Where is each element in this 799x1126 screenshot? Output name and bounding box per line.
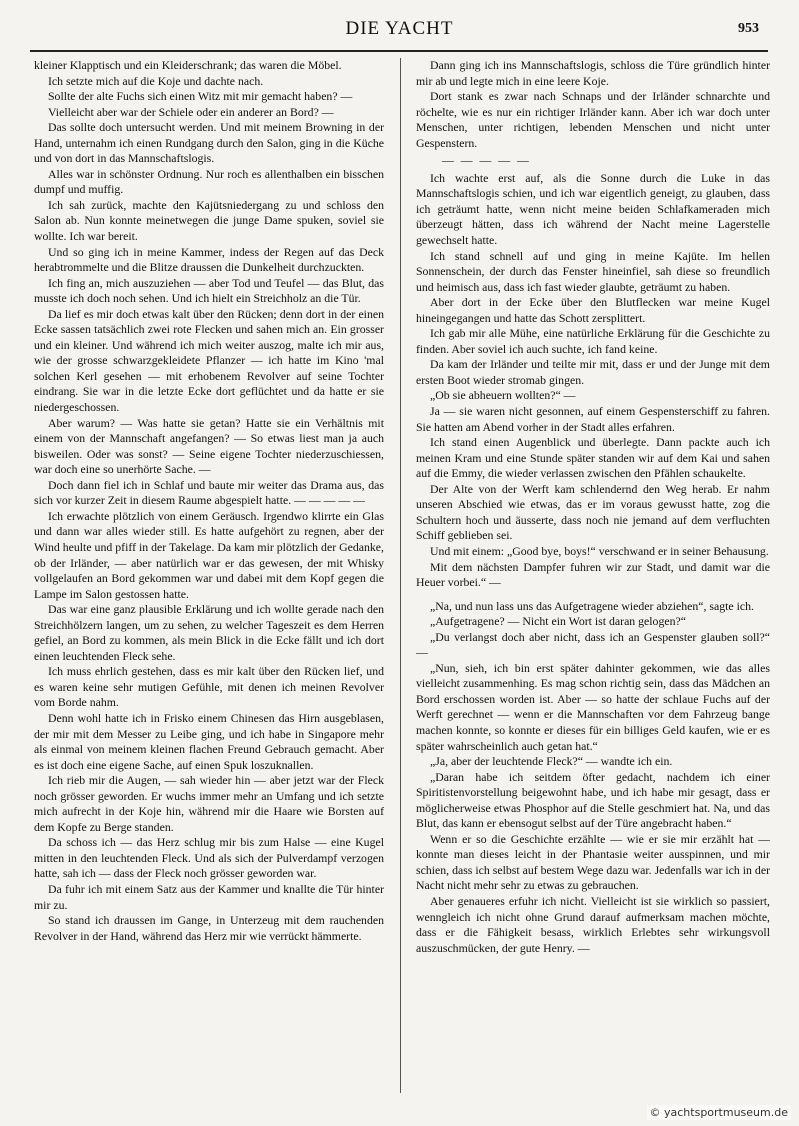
paragraph: Aber genaueres erfuhr ich nicht. Vielleicht ist sie wirklich so passiert, wenngleich ich nicht ohne Grund darauf aufmerksam machen möchte, dass er die Fähigkeit besass, wirklich Erlebtes sehr wirkungsvoll auszuschmücken, der gute Henry. —: [416, 893, 770, 955]
paragraph: Das sollte doch untersucht werden. Und mit meinem Browning in der Hand, unternahm ich einen Rundgang durch den Salon, ging in die Küche und von dort in das Mannschaftslogis.: [34, 120, 384, 166]
paragraph: Denn wohl hatte ich in Frisko einem Chinesen das Hirn ausgeblasen, der mir mit dem Messer zu Leibe ging, und ich habe in Singapore mehr als einmal von meinem kleinen flachen Freund Gebrauch gemacht. Aber es ist doch eine eigene Sache, auf einen Spuk loszuknallen.: [34, 710, 384, 772]
paragraph: Dort stank es zwar nach Schnaps und der Irländer schnarchte und röchelte, wie es nur ein richtiger Irländer kann. Aber ich war doch unter Menschen, unter richtigen, lebenden Menschen und nicht unter Gespenstern.: [416, 89, 770, 150]
paragraph: Und mit einem: „Good bye, boys!“ verschwand er in seiner Behausung.: [430, 543, 769, 558]
paragraph: Ich setzte mich auf die Koje und dachte nach.: [48, 73, 264, 88]
paragraph: Alles war in schönster Ordnung. Nur roch es allenthalben ein bisschen dumpf und muffig.: [34, 166, 384, 197]
paragraph: Mit dem nächsten Dampfer fuhren wir zur Stadt, und damit war die Heuer vorbei.“ —: [416, 559, 770, 590]
left-column: [34, 58, 384, 1098]
paragraph: Ich gab mir alle Mühe, eine natürliche Erklärung für die Geschichte zu finden. Aber soviel ich auch suchte, ich fand keine.: [416, 326, 770, 356]
section-gap: [416, 591, 770, 599]
paragraph: Ich fing an, mich auszuziehen — aber Tod und Teufel — das Blut, das musste ich doch noch sehen. Und ich hielt ein Streichholz an die Tür.: [34, 275, 384, 306]
paragraph: Da kam der Irländer und teilte mir mit, dass er und der Junge mit dem ersten Boot wieder stromab gingen.: [416, 357, 770, 387]
column-divider: [400, 58, 401, 1093]
paragraph: So stand ich draussen im Gange, in Unterzeug mit dem rauchenden Revolver in der Hand, während das Herz mir wie verrückt hämmerte.: [34, 913, 384, 943]
header-rule: [30, 50, 768, 52]
paragraph: Doch dann fiel ich in Schlaf und baute mir weiter das Drama aus, das sich vor kurzer Zeit in diesem Raume abgespielt hatte. — — — — —: [34, 477, 384, 508]
paragraph: Ich sah zurück, machte den Kajütsniedergang zu und schloss den Salon ab. Nun konnte meinetwegen die junge Dame spuken, soviel sie wollte. Ich war bereit.: [34, 197, 384, 244]
page-number: 953: [738, 21, 759, 36]
paragraph: Ja — sie waren nicht gesonnen, auf einem Gespensterschiff zu fahren. Sie hatten am Abend vorher in der Stadt alles erfahren.: [416, 404, 770, 434]
page-header: [0, 14, 799, 44]
paragraph: kleiner Klapptisch und ein Kleiderschrank; das waren die Möbel.: [34, 58, 342, 72]
paragraph: Das war eine ganz plausible Erklärung und ich wollte gerade nach den Streichhölzern langen, um zu sehen, zu welcher Tageszeit es dem Herren gefiel, an Bord zu kommen, als mein Blick in die Ecke fällt und ich dort einen leuchtenden Fleck sehe.: [34, 602, 384, 663]
paragraph: Ich muss ehrlich gestehen, dass es mir kalt über den Rücken lief, und es waren keine sehr mutigen Gefühle, mit denen ich meinen Revolver vom Borde nahm.: [34, 664, 384, 710]
magazine-title: DIE YACHT: [345, 18, 454, 39]
paragraph: Ich rieb mir die Augen, — sah wieder hin — aber jetzt war der Fleck noch grösser geworden. Er wuchs immer mehr an Umfang und ich setzte mich aufrecht in der Koje hin, während mir die Haare wie Borsten auf dem Kopfe zu Berge standen.: [34, 773, 384, 834]
paragraph: „Nun, sieh, ich bin erst später dahinter gekommen, wie das alles vielleicht zusammenhing. Es mag schon richtig sein, dass das Mädchen an Bord erschossen worden ist. Aber — so hatte der schlaue Fuchs auf der Werft gerechnet — wenn er die Mannschaften vor dem Fahrzeug bange machen konnte, so konnte er dieses für ein billiges Geld kaufen, wie er es später wahrscheinlich auch getan hat.“: [416, 660, 770, 753]
paragraph: „Aufgetragene? — Nicht ein Wort ist daran gelogen?“: [430, 614, 686, 629]
paragraph: „Ob sie abheuern wollten?“ —: [430, 388, 576, 403]
section-dashes: — — — — —: [442, 153, 531, 168]
paragraph: Vielleicht aber war der Schiele oder ein anderer an Bord? —: [48, 104, 334, 119]
paragraph: Wenn er so die Geschichte erzählte — wie er sie mir erzählt hat — konnte man dieses leicht in der Phantasie weiter ausspinnen, und mir schien, dass ich selbst auf bestem Wege dazu war. Jedenfalls war ich in der Nacht nicht mehr sehr zu etwas zu gebrauchen.: [416, 831, 770, 893]
right-column: [416, 58, 770, 1098]
paragraph: Und so ging ich in meine Kammer, indess der Regen auf das Deck herabtrommelte und die Blitze draussen die Dunkelheit durchzuckten.: [34, 244, 384, 275]
paragraph: Dann ging ich ins Mannschaftslogis, schloss die Türe gründlich hinter mir ab und legte mich in eine leere Koje.: [416, 58, 770, 88]
paragraph: „Daran habe ich seitdem öfter gedacht, nachdem ich einer Spiritistenvorstellung beigewohnt habe, und ich habe mir gesagt, dass er möglicherweise etwas Phosphor auf die Stelle geschmiert hat. Na, und das Blut, das kann er ebensogut selbst auf der Türe angebracht haben.“: [416, 769, 770, 831]
paragraph: Ich stand schnell auf und ging in meine Kajüte. Im hellen Sonnenschein, der durch das Fenster hineinfiel, sah diese so freundlich und heimisch aus, dass ich fast wieder glaubte, geträumt zu haben.: [416, 248, 770, 294]
paragraph: Der Alte von der Werft kam schlendernd den Weg herab. Er nahm unseren Abschied wie etwas, das er im voraus gewusst hatte, zog die Schultern hoch und äusserte, dass noch nie jemand auf dem verfluchten Schiff geblieben sei.: [416, 481, 770, 543]
paragraph: Da fuhr ich mit einem Satz aus der Kammer und knallte die Tür hinter mir zu.: [34, 881, 384, 912]
paragraph: Da schoss ich — das Herz schlug mir bis zum Halse — eine Kugel mitten in den leuchtenden Fleck. Und als sich der Pulverdampf verzogen hatte, sah ich — dass der Fleck noch grösser geworden war.: [34, 835, 384, 881]
paragraph: Da lief es mir doch etwas kalt über den Rücken; denn dort in der einen Ecke sassen tatsächlich zwei rote Flecken und sahen mich an. Ein grosser und ein kleiner. Und während ich mich weiter auszog, malte ich mir aus, wie der grosse schwarzgekleidete Pflanzer — ich hatte im Kino 'mal solchen Kerl gesehen — mit erhobenem Revolver auf seine Tochter eindrang. Sie war in die letzte Ecke dort geflüchtet und da hatte er sie niedergeschossen.: [34, 306, 384, 415]
paragraph: Aber warum? — Was hatte sie getan? Hatte sie ein Verhältnis mit einem von der Mannschaft angefangen? — So etwas liest man ja auch bisweilen. Oder was sonst? — Seine eigene Tochter niederzuschiessen, war doch eine so unerhörte Sache. —: [34, 415, 384, 477]
paragraph: Ich stand einen Augenblick und überlegte. Dann packte auch ich meinen Kram und eine Stunde später standen wir auf dem Kai und sahen auf die Emmy, die wieder verlassen zwischen den Pfählen schaukelte.: [416, 435, 770, 481]
paragraph: Ich wachte erst auf, als die Sonne durch die Luke in das Mannschaftslogis schien, und ich war eigentlich geneigt, zu glauben, dass ich geträumt hatte, wenn nicht meine beiden Schlafkameraden mich überzeugt hätten, dass ich während der Nacht meine Lagerstelle gewechselt hatte.: [416, 170, 770, 248]
paragraph: Ich erwachte plötzlich von einem Geräusch. Irgendwo klirrte ein Glas und dann war alles wieder still. Es hatte aufgehört zu regnen, aber der Wind heulte und pfiff in der Takelage. Da kam mir plötzlich der Gedanke, ob der Irländer, — aber natürlich war er das gewesen, der mit Whisky vollgelaufen an Bord gekommen war und dabei mit dem Kopf gegen die Lampe im Salon gestossen hatte.: [34, 508, 384, 601]
paragraph: „Na, und nun lass uns das Aufgetragene wieder abziehen“, sagte ich.: [430, 598, 754, 613]
paragraph: Sollte der alte Fuchs sich einen Witz mit mir gemacht haben? —: [48, 89, 353, 104]
paragraph: „Du verlangst doch aber nicht, dass ich an Gespenster glauben soll?“ —: [416, 629, 770, 660]
watermark: © yachtsportmuseum.de: [647, 1105, 791, 1120]
paragraph: „Ja, aber der leuchtende Fleck?“ — wandte ich ein.: [430, 754, 673, 769]
paragraph: Aber dort in der Ecke über den Blutflecken war meine Kugel hineingegangen und hatte das Schott zersplittert.: [416, 295, 770, 325]
